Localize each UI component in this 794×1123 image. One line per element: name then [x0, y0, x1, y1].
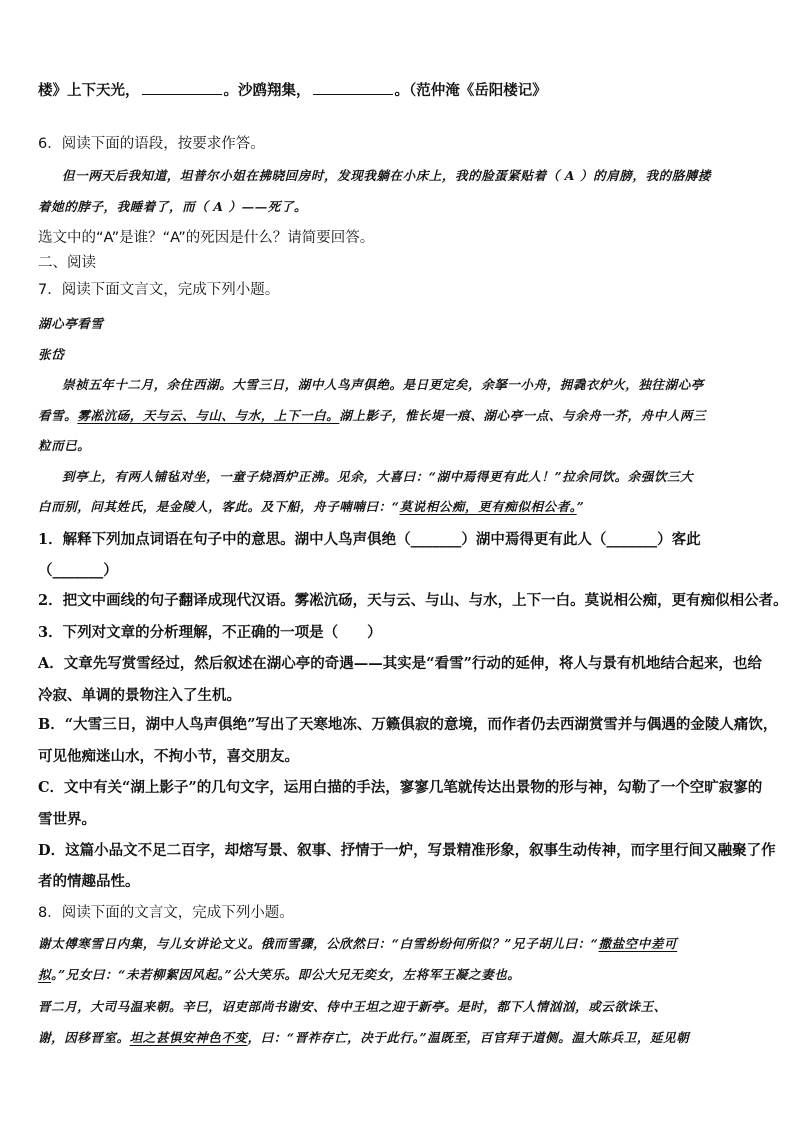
passage-text: 湖上影子，惟长堤一痕、湖心亭一点、与余舟一芥，舟中人两三	[339, 408, 707, 423]
passage-author: 张岱	[38, 347, 65, 362]
passage-text: 谢，因移晋室。	[38, 1030, 130, 1045]
passage-text: ，曰：“晋祚存亡，决于此行。”温既至，百官拜于道侧。温大陈兵卫，延见朝	[247, 1030, 690, 1045]
q6-passage-line: 但一两天后我知道，坦普尔小姐在拂晓回房时，发现我躺在小床上，我的脸蛋紧贴着（ A ）的肩膀，我的胳膊搂	[62, 168, 712, 183]
q7-sub2: 2．把文中画线的句子翻译成现代汉语。雾凇沆砀，天与云、与山、与水，上下一白。莫说相公痴，更有痴似相公者。	[38, 592, 788, 609]
passage-text: 看雪。	[38, 408, 78, 423]
q7-sub1-cont: （_______）	[38, 562, 118, 579]
passage-line: 粒而已。	[38, 438, 91, 453]
option-b[interactable]: B．“大雪三日，湖中人鸟声俱绝”写出了天寒地冻、万籁俱寂的意境，而作者仍去西湖赏雪并与偶遇的金陵人痛饮，	[38, 716, 778, 733]
passage-line: 崇祯五年十二月，余住西湖。大雪三日，湖中人鸟声俱绝。是日更定矣，余拏一小舟，拥毳衣炉火，独往湖心亭	[62, 377, 704, 392]
option-d-cont: 者的情趣品性。	[38, 873, 140, 890]
underlined-sentence: 拟	[38, 967, 52, 982]
answer-blank[interactable]	[313, 93, 393, 95]
passage-text: 谢太傅寒雪日内集，与儿女讲论文义。俄而雪骤，公欣然曰：“白雪纷纷何所似？”兄子胡儿曰：“	[38, 936, 599, 951]
passage-line	[38, 410, 768, 423]
passage-text: ”	[576, 499, 585, 514]
passage-title: 湖心亭看雪	[38, 316, 104, 331]
q6-passage-line: 着她的脖子，我睡着了，而（ A ）——死了。	[38, 199, 308, 214]
option-a-cont: 冷寂、单调的景物注入了生机。	[38, 687, 241, 704]
option-d[interactable]: D．这篇小品文不足二百字，却熔写景、叙事、抒情于一炉，写景精准形象，叙事生动传神，而字里行间又融聚了作	[38, 842, 776, 859]
q5-text-1: 楼》上下天光，	[38, 82, 140, 99]
underlined-sentence: 雾凇沆砀，天与云、与山、与水，上下一白。	[77, 408, 340, 423]
option-c-cont: 雪世界。	[38, 811, 96, 828]
q7-sub1: 1．解释下列加点词语在句子中的意思。湖中人鸟声俱绝（_______）湖中焉得更有此人（_______）客此	[38, 531, 701, 548]
underlined-sentence: 坦之甚惧安神色不变	[129, 1030, 248, 1045]
q7-heading: 7．阅读下面文言文，完成下列小题。	[38, 282, 280, 298]
q8-heading: 8．阅读下面的文言文，完成下列小题。	[38, 905, 294, 921]
section-heading: 二、阅读	[38, 255, 96, 271]
passage-line	[38, 969, 768, 982]
passage-line	[38, 501, 768, 514]
q7-sub3: 3．下列对文章的分析理解，不正确的一项是（ ）	[38, 624, 382, 641]
q5-tail-line	[38, 84, 768, 99]
passage-line: 晋二月，大司马温来朝。辛巳，诏吏部尚书谢安、侍中王坦之迎于新亭。是时，都下人情汹汹，或云欲诛王、	[38, 999, 667, 1014]
answer-blank[interactable]	[142, 93, 222, 95]
q6-heading: 6．阅读下面的语段，按要求作答。	[38, 136, 265, 152]
q5-text-2: 。沙鸥翔集，	[223, 82, 311, 99]
passage-line: 到亭上，有两人铺毡对坐，一童子烧酒炉正沸。见余，大喜曰：“湖中焉得更有此人！”拉余同饮。余强饮三大	[62, 469, 694, 484]
option-b-cont: 可见他痴迷山水，不拘小节，喜交朋友。	[38, 748, 299, 765]
q6-question: 选文中的“A”是谁？“A”的死因是什么？请简要回答。	[38, 230, 375, 246]
passage-text: 。”兄女曰：“未若柳絮因风起。”公大笑乐。即公大兄无奕女，左将军王凝之妻也。	[51, 967, 521, 982]
passage-text: 白而别，问其姓氏，是金陵人，客此。及下船，舟子喃喃曰：“	[38, 499, 400, 514]
passage-line	[38, 938, 768, 951]
underlined-sentence: 莫说相公痴，更有痴似相公者。	[399, 499, 577, 514]
passage-line	[38, 1032, 768, 1045]
q5-text-3: 。（范仲淹《岳阳楼记》	[394, 82, 547, 99]
option-a[interactable]: A．文章先写赏雪经过，然后叙述在湖心亭的奇遇——其实是“看雪”行动的延伸，将人与景有机地结合起来，也给	[38, 655, 762, 672]
option-c[interactable]: C．文中有关“湖上影子”的几句文字，运用白描的手法，寥寥几笔就传达出景物的形与神，勾勒了一个空旷寂寥的	[38, 779, 763, 796]
underlined-sentence: 撒盐空中差可	[598, 936, 678, 951]
